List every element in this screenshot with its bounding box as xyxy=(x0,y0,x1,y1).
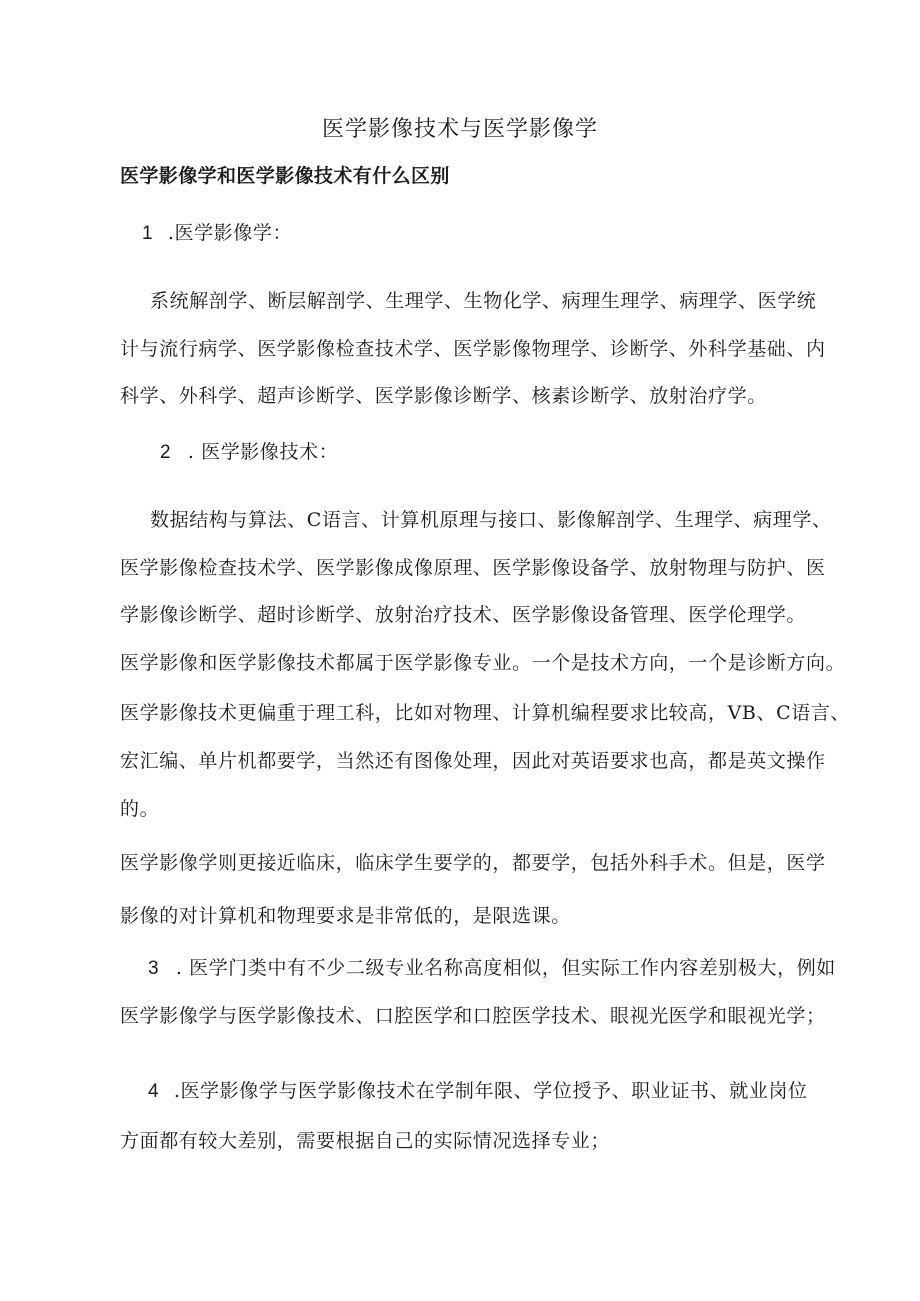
paragraph-line: 科学、外科学、超声诊断学、医学影像诊断学、核素诊断学、放射治疗学。 xyxy=(120,385,767,407)
paragraph-line: 影像的对计算机和物理要求是非常低的，是限选课。 xyxy=(120,905,571,927)
list-item-1-heading xyxy=(142,221,292,246)
list-item-3-heading xyxy=(148,956,836,981)
paragraph-line: 数据结构与算法、C语言、计算机原理与接口、影像解剖学、生理学、病理学、 xyxy=(150,509,832,531)
section-heading: 医学影像学和医学影像技术有什么区别 xyxy=(120,165,450,187)
list-label: . 医学影像技术： xyxy=(187,441,339,463)
list-item-4-heading xyxy=(148,1079,808,1104)
paragraph-line: 计与流行病学、医学影像检查技术学、医学影像物理学、诊断学、外科学基础、内 xyxy=(120,338,826,360)
paragraph-line: 医学影像技术更偏重于理工科，比如对物理、计算机编程要求比较高，VB、C语言、 xyxy=(120,702,851,724)
list-label: .医学影像学与医学影像技术在学制年限、学位授予、职业证书、就业岗位 xyxy=(173,1080,808,1102)
list-number: 4 xyxy=(148,1081,160,1102)
paragraph-line: 医学影像学则更接近临床，临床学生要学的，都要学，包括外科手术。但是，医学 xyxy=(120,852,826,874)
list-number: 3 xyxy=(148,958,160,979)
paragraph-line: 宏汇编、单片机都要学，当然还有图像处理，因此对英语要求也高，都是英文操作 xyxy=(120,750,826,772)
list-item-2-heading xyxy=(160,440,338,465)
paragraph-line: 医学影像和医学影像技术都属于医学影像专业。一个是技术方向，一个是诊断方向。 xyxy=(120,652,846,674)
list-number: 1 xyxy=(142,223,154,244)
paragraph-line: 学影像诊断学、超时诊断学、放射治疗技术、医学影像设备管理、医学伦理学。 xyxy=(120,604,807,626)
paragraph-line: 医学影像学与医学影像技术、口腔医学和口腔医学技术、眼视光医学和眼视光学； xyxy=(120,1005,826,1027)
document-title: 医学影像技术与医学影像学 xyxy=(321,117,598,142)
paragraph-line: 医学影像检查技术学、医学影像成像原理、医学影像设备学、放射物理与防护、医 xyxy=(120,557,826,579)
list-label: . 医学门类中有不少二级专业名称高度相似，但实际工作内容差别极大，例如 xyxy=(175,957,836,979)
list-label: .医学影像学： xyxy=(167,222,293,244)
paragraph-line: 系统解剖学、断层解剖学、生理学、生物化学、病理生理学、病理学、医学统 xyxy=(150,290,817,312)
list-number: 2 xyxy=(160,442,172,463)
paragraph-line: 的。 xyxy=(120,798,160,820)
paragraph-line: 方面都有较大差别，需要根据自己的实际情况选择专业； xyxy=(120,1130,611,1152)
